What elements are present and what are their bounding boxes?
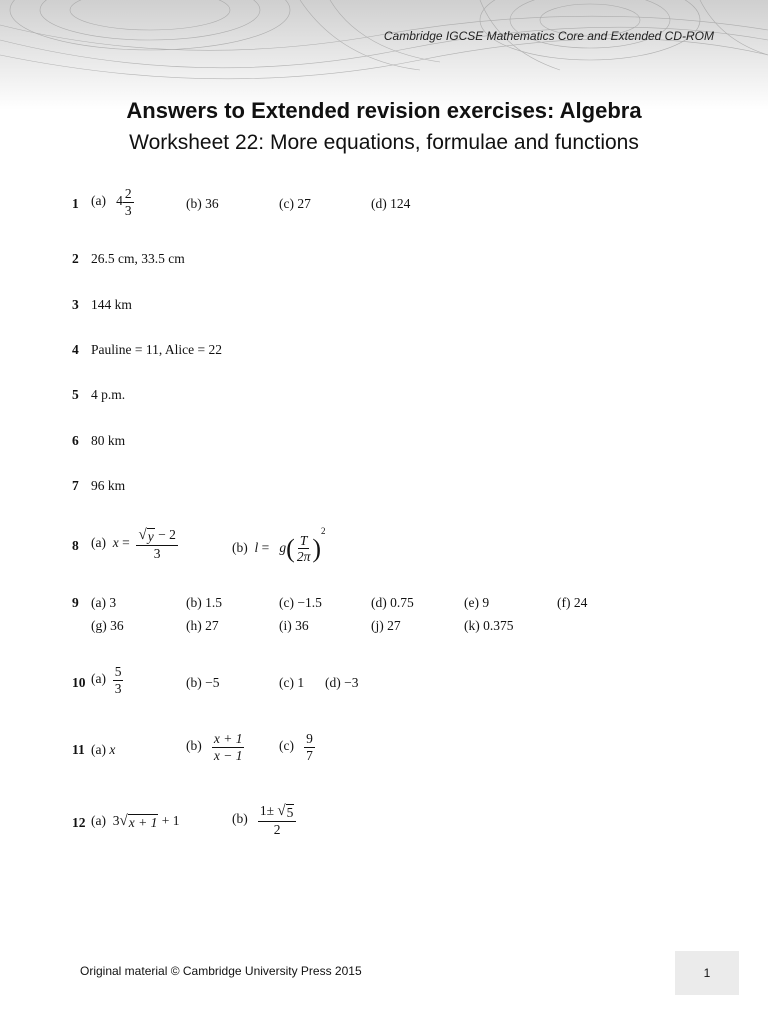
q9-answer: (j) 27 xyxy=(371,618,401,633)
question-number: 6 xyxy=(72,433,79,448)
question-number: 5 xyxy=(72,387,79,402)
question-number: 4 xyxy=(72,342,79,357)
question-number: 8 xyxy=(72,538,79,553)
q5-answer: 4 p.m. xyxy=(91,387,126,402)
fraction: $\frac{2}{3}$ xyxy=(124,186,132,218)
q9-answer: (k) 0.375 xyxy=(464,618,514,633)
q9-answer: (d) 0.75 xyxy=(371,595,414,610)
q11-answer-b: (b) $\frac{x + 1}{x - 1}$ xyxy=(186,731,243,763)
q1-answer-c: (c) 27 xyxy=(279,196,311,211)
q12-answer-a: (a) 3 √ x + 1 + 1 xyxy=(91,813,180,830)
fraction: 1± √ 5 2 xyxy=(258,803,297,837)
q7-answer: 96 km xyxy=(91,478,126,493)
fraction: $\frac{x + 1}{x - 1}$ xyxy=(213,731,243,763)
q12-answer-b: (b) 1± √ 5 2 xyxy=(232,803,296,837)
q9-answer: (f) 24 xyxy=(557,595,588,610)
q9-answer: (g) 36 xyxy=(91,618,124,633)
q8-answer-a: (a) x = √ y − 2 3 xyxy=(91,527,176,561)
q1-answer-d: (d) 124 xyxy=(371,196,411,211)
q1-answer-b: (b) 36 xyxy=(186,196,219,211)
q3-answer: 144 km xyxy=(91,297,132,312)
fraction: √ y − 2 3 xyxy=(138,527,176,561)
q10-answer-d: (d) −3 xyxy=(325,675,359,690)
q10-answer-a: (a) $\frac{5}{3}$ xyxy=(91,664,122,696)
q10-answer-c: (c) 1 xyxy=(279,675,305,690)
fraction: $\frac{9}{7}$ xyxy=(306,731,313,763)
q9-answer: (i) 36 xyxy=(279,618,309,633)
q9-answer: (a) 3 xyxy=(91,595,117,610)
q11-answer-a: (a) x xyxy=(91,742,116,757)
cd-rom-title: Cambridge IGCSE Mathematics Core and Extended CD-ROM xyxy=(383,29,714,43)
copyright-notice: Original material © Cambridge University Press 2015 xyxy=(80,964,362,978)
q11-answer-c: (c) $\frac{9}{7}$ xyxy=(279,731,313,763)
q9-answer: (e) 9 xyxy=(464,595,490,610)
q9-answer: (h) 27 xyxy=(186,618,219,633)
question-number: 9 xyxy=(72,595,79,610)
q10-answer-b: (b) −5 xyxy=(186,675,220,690)
page-number: 1 xyxy=(675,951,739,995)
question-number: 12 xyxy=(72,815,86,830)
q4-answer: Pauline = 11, Alice = 22 xyxy=(91,342,222,357)
question-number: 10 xyxy=(72,675,86,690)
q9-answer: (c) −1.5 xyxy=(279,595,322,610)
page-subtitle: Worksheet 22: More equations, formulae and functions xyxy=(129,131,639,154)
q1-answer-a: (a) 4 $\frac{2}{3}$ xyxy=(91,186,132,218)
question-number: 11 xyxy=(72,742,85,757)
fraction: $\frac{T}{2\pi}$ xyxy=(296,532,311,565)
header-decoration xyxy=(0,0,768,110)
fraction: $\frac{5}{3}$ xyxy=(114,664,122,696)
question-number: 3 xyxy=(72,297,79,312)
q2-answer: 26.5 cm, 33.5 cm xyxy=(91,251,185,266)
page-title: Answers to Extended revision exercises: Algebra xyxy=(126,98,642,123)
question-number: 7 xyxy=(72,478,79,493)
q9-answer: (b) 1.5 xyxy=(186,595,222,610)
q8-answer-b: (b) l = g( $\frac{T}{2\pi}$ )$^2$ xyxy=(232,526,326,565)
question-number: 2 xyxy=(72,251,79,266)
question-number: 1 xyxy=(72,196,79,211)
q6-answer: 80 km xyxy=(91,433,126,448)
